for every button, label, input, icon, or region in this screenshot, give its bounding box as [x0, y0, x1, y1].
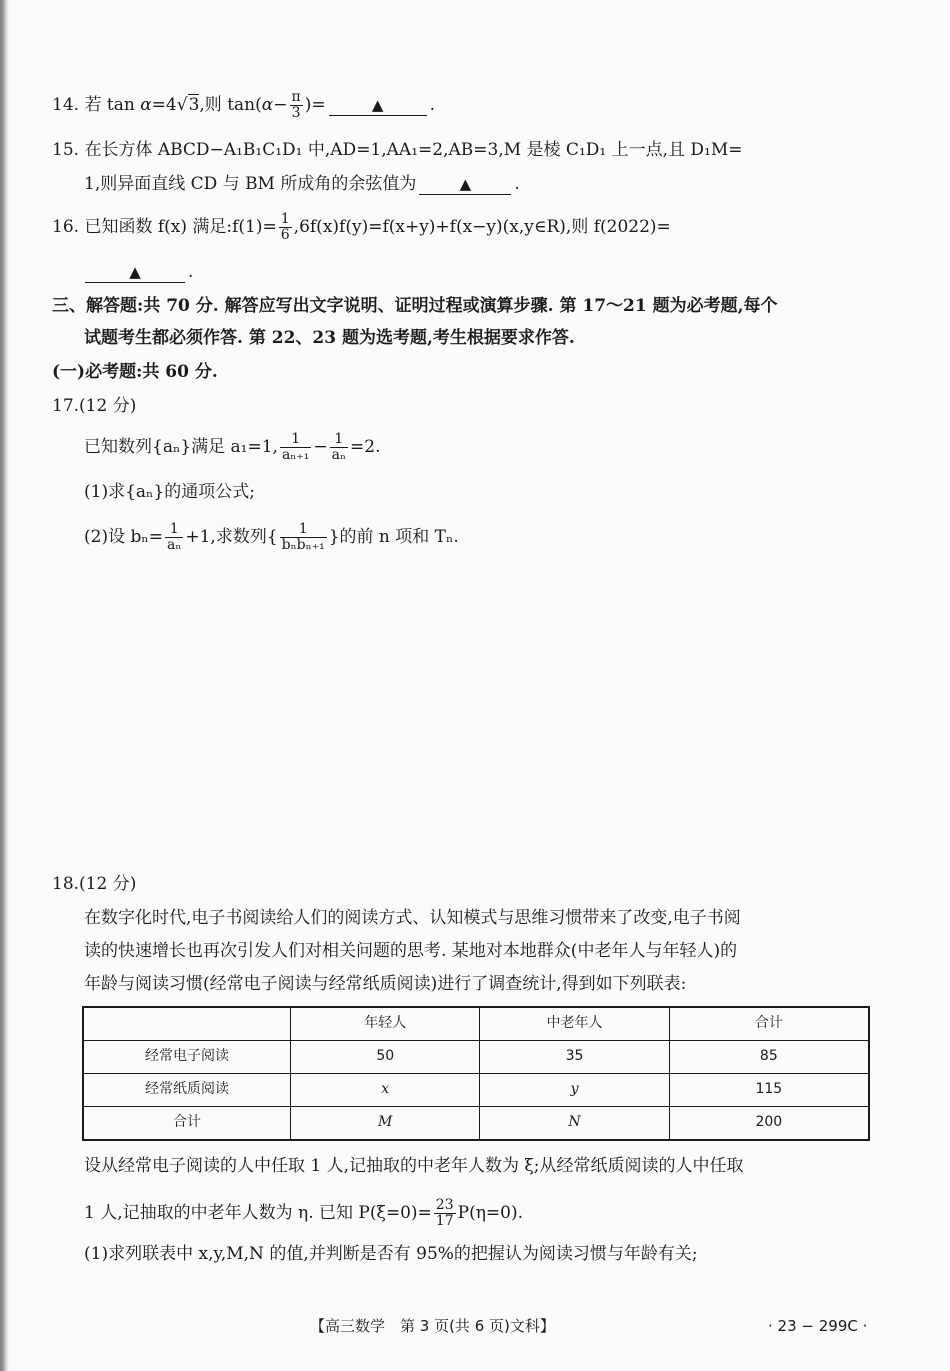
q18-frac-den: 17 [435, 1213, 454, 1230]
q16-frac-num: 1 [280, 211, 290, 227]
q16-answer-blank [85, 263, 185, 283]
q16-text-post: ,6f(x)f(y)=f(x+y)+f(x−y)(x,y∈R),则 f(2022)= [293, 217, 671, 238]
table-cell: 85 [669, 1041, 869, 1074]
q14-frac-den: 3 [291, 105, 301, 122]
q16-frac-den: 6 [280, 227, 290, 244]
contingency-table [82, 1006, 870, 1141]
table-header-cell [83, 1007, 291, 1041]
table-cell: 合计 [83, 1107, 291, 1141]
q14-frac-num: π [291, 89, 301, 105]
q17-f3-num: 1 [165, 522, 183, 538]
q17-part-1: (1)求{aₙ}的通项公式; [84, 482, 255, 502]
q18-part-1: (1)求列联表中 x,y,M,N 的值,并判断是否有 95%的把握认为阅读习惯与年龄有关; [84, 1244, 698, 1264]
table-cell: 50 [291, 1041, 480, 1074]
q17-stem-text: 已知数列{aₙ}满足 a₁=1, [84, 437, 278, 458]
table-cell: 35 [480, 1041, 669, 1074]
q17-f2-num: 1 [330, 432, 348, 448]
q14-end: . [429, 95, 435, 116]
question-15-line1: 15. 在长方体 ABCD−A₁B₁C₁D₁ 中,AD=1,AA₁=2,AB=3,M 是棱 C₁D₁ 上一点,且 D₁M= [52, 140, 743, 160]
q18-after2-post: P(η=0). [457, 1203, 523, 1224]
q14-alpha: α [140, 95, 152, 116]
q15-text: 1,则异面直线 CD 与 BM 所成角的余弦值为 [84, 174, 417, 194]
q14-radicand: 3 [188, 95, 200, 116]
question-16-blank-line [82, 262, 193, 283]
q18-after-table-2 [84, 1198, 523, 1229]
q15-answer-blank [419, 175, 511, 195]
q17-part2-text: (2)设 bₙ= [84, 527, 163, 548]
q16-fraction [279, 212, 292, 243]
q17-f1-den: aₙ₊₁ [281, 447, 310, 464]
table-header-cell: 合计 [669, 1007, 869, 1041]
q17-f4-den: bₙbₙ₊₁ [281, 537, 325, 554]
q15-end: . [514, 174, 520, 194]
paper-code: · 23 − 299C · [768, 1317, 868, 1335]
triangle-marker: ▲ [371, 96, 384, 115]
q18-fraction [434, 1198, 456, 1229]
q17-part2-mid: +1,求数列{ [185, 527, 278, 548]
q17-f3-den: aₙ [166, 537, 182, 554]
table-cell: M [291, 1107, 480, 1141]
q17-fraction-1 [280, 432, 311, 463]
triangle-marker: ▲ [129, 263, 141, 281]
table-cell: y [480, 1074, 669, 1107]
q14-eq: =4 [151, 95, 177, 116]
q17-header: 17.(12 分) [52, 396, 137, 416]
q17-stem [84, 432, 380, 463]
q14-number: 14. [52, 95, 80, 116]
table-cell: 115 [669, 1074, 869, 1107]
q18-after-table-1: 设从经常电子阅读的人中任取 1 人,记抽取的中老年人数为 ξ;从经常纸质阅读的人中任取 [84, 1156, 744, 1176]
q17-minus: − [313, 437, 328, 458]
q14-answer-blank [329, 96, 427, 116]
q18-after2-text: 1 人,记抽取的中老年人数为 η. 已知 P(ξ=0)= [84, 1203, 432, 1224]
q17-part2-post: }的前 n 项和 Tₙ. [328, 527, 459, 548]
question-14 [52, 90, 435, 121]
q18-frac-num: 23 [435, 1197, 454, 1213]
question-16 [52, 212, 671, 243]
q17-f2-den: aₙ [331, 447, 347, 464]
table-row [83, 1107, 869, 1141]
q17-fraction-4 [280, 522, 327, 553]
q18-header: 18.(12 分) [52, 874, 137, 894]
q14-minus: − [273, 95, 288, 116]
q14-post: )= [304, 95, 326, 116]
q16-text: 16. 已知函数 f(x) 满足:f(1)= [52, 217, 277, 238]
q14-mid: ,则 tan( [199, 95, 262, 116]
table-row [83, 1074, 869, 1107]
table-cell: 经常纸质阅读 [83, 1074, 291, 1107]
q17-fraction-3 [165, 522, 183, 553]
table-header-row [83, 1007, 869, 1041]
q18-paragraph-2: 读的快速增长也再次引发人们对相关问题的思考. 某地对本地群众(中老年人与年轻人)的 [84, 941, 738, 961]
sqrt-symbol: √3 [176, 95, 200, 116]
q14-alpha-2: α [261, 95, 274, 116]
q14-fraction [290, 90, 303, 121]
question-15-line2 [84, 174, 520, 195]
page-footer: 【高三数学 第 3 页(共 6 页)文科】 [310, 1317, 555, 1335]
q14-text: 若 tan [84, 95, 141, 116]
q18-paragraph-1: 在数字化时代,电子书阅读给人们的阅读方式、认知模式与思维习惯带来了改变,电子书阅 [84, 908, 741, 928]
q16-end: . [188, 262, 194, 282]
table-header-cell: 中老年人 [480, 1007, 669, 1041]
q17-f1-num: 1 [280, 432, 311, 448]
q17-f4-num: 1 [280, 522, 327, 538]
table-row [83, 1041, 869, 1074]
table-cell: 200 [669, 1107, 869, 1141]
triangle-marker: ▲ [459, 175, 472, 193]
table-cell: N [480, 1107, 669, 1141]
scan-edge [0, 0, 9, 1371]
q18-paragraph-3: 年龄与阅读习惯(经常电子阅读与经常纸质阅读)进行了调查统计,得到如下列联表: [84, 974, 687, 994]
table-header-cell: 年轻人 [291, 1007, 480, 1041]
section-3-line1: 三、解答题:共 70 分. 解答应写出文字说明、证明过程或演算步骤. 第 17～21 题为必考题,每个 [52, 296, 778, 316]
table-cell: 经常电子阅读 [83, 1041, 291, 1074]
q17-part-2 [84, 522, 459, 553]
q17-fraction-2 [330, 432, 348, 463]
part-1-heading: (一)必考题:共 60 分. [52, 362, 218, 382]
section-3-line2: 试题考生都必须作答. 第 22、23 题为选考题,考生根据要求作答. [84, 328, 575, 348]
table-cell: x [291, 1074, 480, 1107]
q17-stem-post: =2. [350, 437, 381, 458]
